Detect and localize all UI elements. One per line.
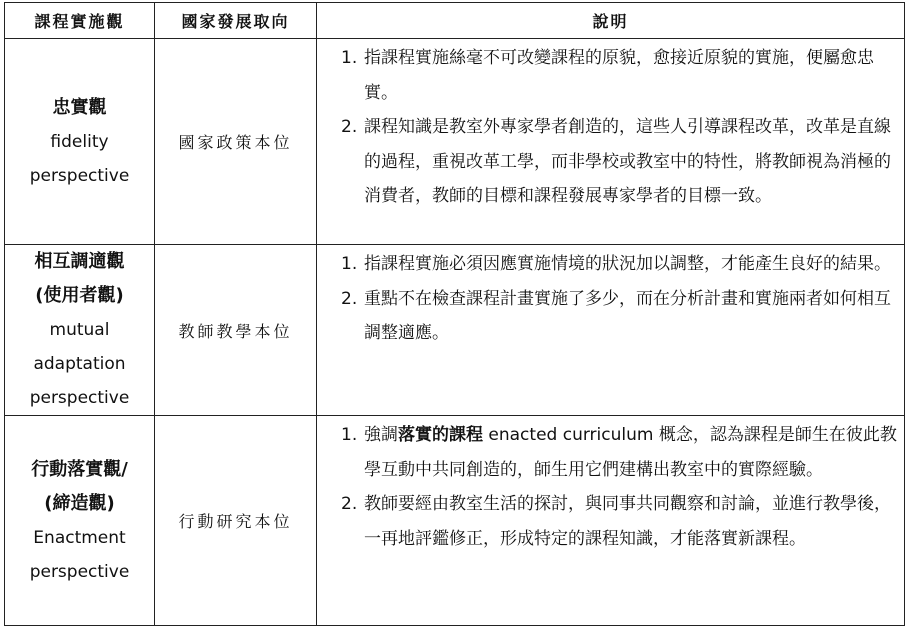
header-orientation: 國家發展取向 xyxy=(155,3,317,39)
list-item xyxy=(331,247,898,282)
description-list xyxy=(317,416,904,558)
description-cell xyxy=(317,416,905,626)
perspective-alt-name-zh: (使用者觀) xyxy=(35,285,124,306)
orientation-cell: 行動研究本位 xyxy=(155,416,317,626)
perspective-cell xyxy=(5,245,155,416)
list-item xyxy=(331,282,898,351)
perspective-alt-name-zh: (締造觀) xyxy=(44,492,115,514)
header-perspective: 課程實施觀 xyxy=(5,3,155,39)
table-row-mutual-adaptation xyxy=(5,245,905,416)
perspective-name-en: perspective xyxy=(29,388,130,408)
list-item xyxy=(331,418,898,487)
item-number: 2. xyxy=(341,494,358,514)
perspective-name-zh: 忠實觀 xyxy=(52,96,107,118)
perspective-name-en: perspective xyxy=(29,165,130,186)
item-number: 1. xyxy=(341,48,358,68)
perspective-name-en: mutual xyxy=(49,320,110,340)
perspective-name-en: adaptation xyxy=(33,354,126,374)
list-item xyxy=(331,487,898,556)
item-text: 重點不在檢查課程計畫實施了多少，而在分析計畫和實施兩者如何相互調整適應。 xyxy=(364,288,891,343)
description-cell xyxy=(317,39,905,245)
orientation-cell: 國家政策本位 xyxy=(155,39,317,245)
header-description: 說明 xyxy=(317,3,905,39)
item-text: 指課程實施必須因應實施情境的狀況加以調整，才能產生良好的結果。 xyxy=(364,254,891,274)
header-row xyxy=(5,3,905,39)
list-item xyxy=(331,110,898,214)
item-text-highlight: 落實的課程 xyxy=(398,425,483,445)
item-number: 1. xyxy=(341,425,358,445)
item-text-post: enacted curriculum 概念，認為課程是師生在彼此教學互動中共同創造的，師生用它們建構出教室中的實際經驗。 xyxy=(364,425,897,480)
description-list xyxy=(317,245,904,353)
perspective-name-zh: 行動落實觀/ xyxy=(31,458,128,480)
item-text: 課程知識是教室外專家學者創造的，這些人引導課程改革，改革是直線的過程，重視改革工學，而非學校或教室中的特性，將教師視為消極的消費者，教師的目標和課程發展專家學者的目標一致。 xyxy=(364,117,891,206)
perspective-name-en: perspective xyxy=(29,561,130,582)
item-text: 指課程實施絲毫不可改變課程的原貌，愈接近原貌的實施，便屬愈忠實。 xyxy=(364,48,874,103)
item-text-pre: 強調 xyxy=(364,425,398,445)
perspective-cell xyxy=(5,416,155,626)
item-text: 教師要經由教室生活的探討，與同事共同觀察和討論，並進行教學後，一再地評鑑修正，形成特定的課程知識，才能落實新課程。 xyxy=(364,494,891,549)
curriculum-implementation-table xyxy=(4,2,905,626)
orientation-cell: 教師教學本位 xyxy=(155,245,317,416)
item-number: 1. xyxy=(341,254,358,274)
description-cell xyxy=(317,245,905,416)
item-number: 2. xyxy=(341,117,358,137)
list-item xyxy=(331,41,898,110)
table-row-fidelity xyxy=(5,39,905,245)
perspective-name-en: fidelity xyxy=(50,131,109,152)
table-row-enactment xyxy=(5,416,905,626)
description-list xyxy=(317,39,904,216)
perspective-name-en: Enactment xyxy=(33,527,126,548)
perspective-cell xyxy=(5,39,155,245)
item-number: 2. xyxy=(341,288,358,309)
perspective-name-zh: 相互調適觀 xyxy=(34,251,125,272)
